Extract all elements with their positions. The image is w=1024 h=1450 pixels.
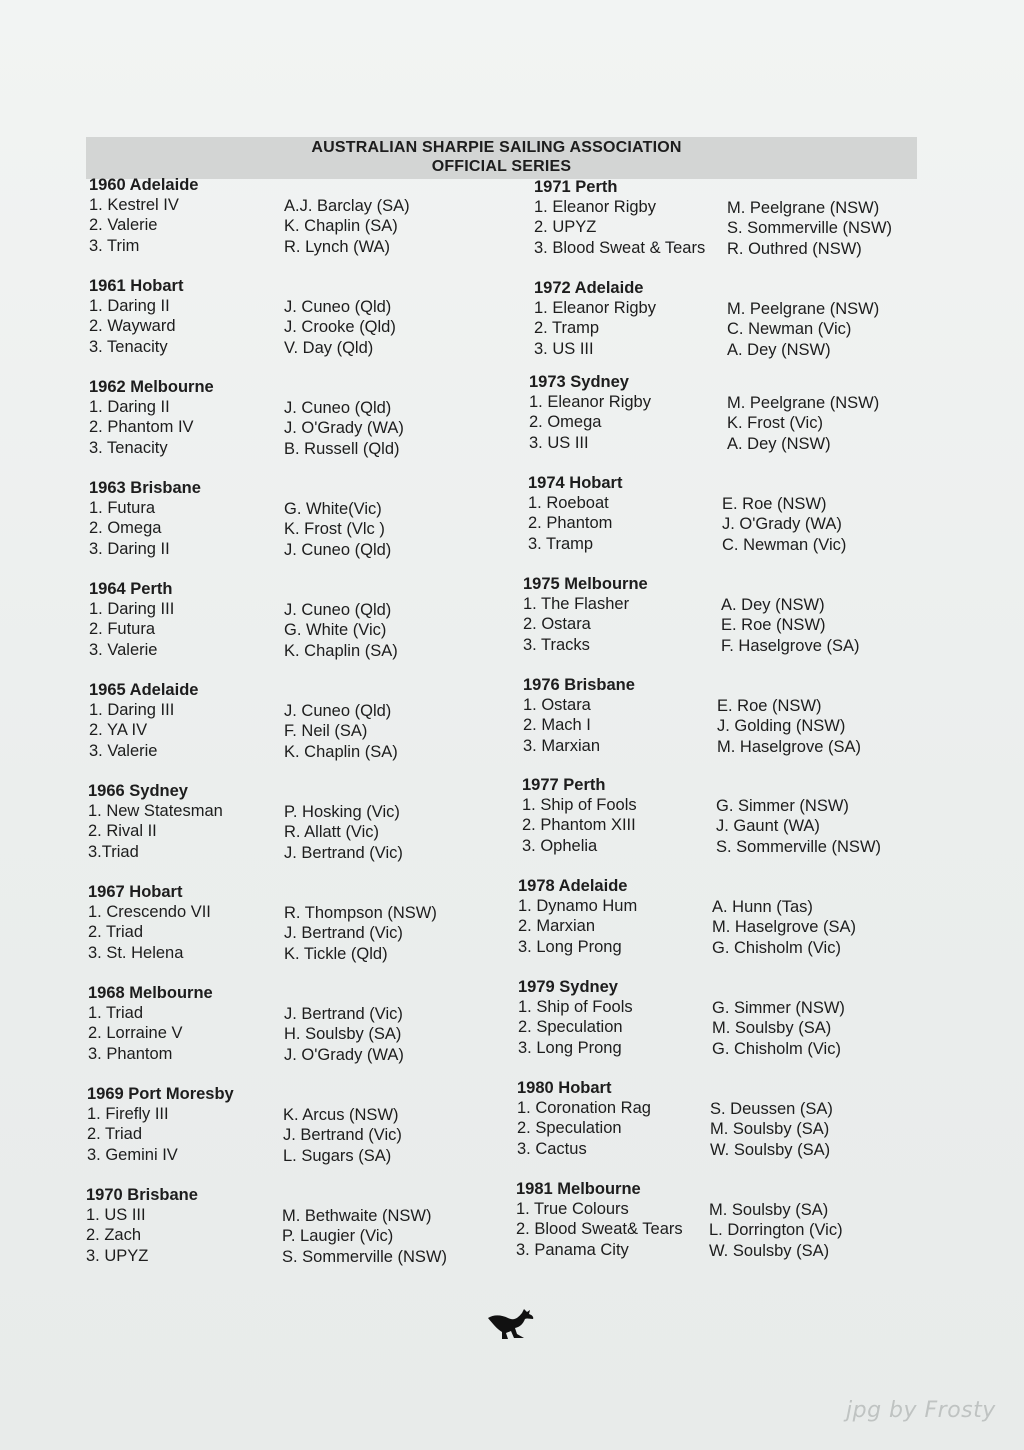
boat-name: 2. Omega (89, 519, 162, 538)
skipper-name: G. Simmer (NSW) (712, 999, 845, 1017)
series-title: 1963 Brisbane (89, 479, 201, 497)
skipper-name: J. Golding (NSW) (717, 717, 846, 736)
skipper-name: S. Sommerville (NSW) (727, 219, 893, 238)
skipper-name: R. Thompson (NSW) (284, 904, 437, 922)
skipper-name: F. Haselgrove (SA) (721, 636, 860, 655)
result-row (516, 1220, 936, 1240)
result-row (88, 1024, 508, 1044)
result-row (87, 1105, 507, 1125)
result-row (89, 742, 509, 762)
boat-name: 3. Panama City (516, 1240, 629, 1259)
result-row (529, 393, 949, 413)
result-row (534, 299, 954, 319)
boat-name: 3. US III (534, 339, 594, 358)
skipper-name: B. Russell (Qld) (284, 439, 400, 458)
boat-name: 1. Crescendo VII (88, 903, 211, 921)
skipper-name: M. Peelgrane (NSW) (727, 300, 880, 318)
result-row (529, 434, 949, 454)
result-row (523, 615, 943, 635)
boat-name: 2. Futura (89, 620, 156, 639)
series-title: 1965 Adelaide (89, 681, 199, 699)
result-row (89, 398, 509, 418)
result-row (89, 439, 509, 459)
boat-name: 3. Gemini IV (87, 1145, 178, 1164)
skipper-name: J. Cuneo (Qld) (284, 601, 392, 619)
skipper-name: R. Allatt (Vic) (284, 823, 380, 842)
result-row (522, 816, 942, 836)
skipper-name: R. Outhred (NSW) (727, 239, 862, 258)
skipper-name: J. O'Grady (WA) (722, 515, 842, 534)
skipper-name: J. Bertrand (Vic) (284, 924, 403, 943)
result-row (523, 737, 943, 757)
result-row (87, 1146, 507, 1166)
result-row (88, 822, 508, 842)
result-row (89, 297, 509, 317)
document-title: AUSTRALIAN SHARPIE SAILING ASSOCIATION (311, 139, 682, 156)
boat-name: 1. Futura (89, 499, 156, 517)
skipper-name: G. White(Vic) (284, 500, 382, 518)
skipper-name: G. Chisholm (Vic) (712, 1039, 841, 1058)
boat-name: 3.Triad (88, 842, 139, 861)
skipper-name: M. Soulsby (SA) (710, 1120, 830, 1139)
boat-name: 2. Wayward (89, 317, 176, 336)
boat-name: 2. Triad (88, 923, 144, 942)
series-title: 1981 Melbourne (516, 1180, 641, 1198)
result-row (89, 216, 509, 236)
boat-name: 3. Phantom (88, 1044, 173, 1063)
result-row (534, 239, 954, 259)
boat-name: 2. Speculation (517, 1119, 622, 1138)
skipper-name: S. Sommerville (NSW) (282, 1247, 448, 1266)
result-row (517, 1119, 937, 1139)
boat-name: 3. Tracks (523, 635, 590, 654)
boat-name: 2. Zach (86, 1226, 142, 1245)
boat-name: 1. New Statesman (88, 802, 223, 820)
boat-name: 2. Ostara (523, 615, 591, 634)
result-row (518, 938, 938, 958)
result-row (89, 641, 509, 661)
series-title: 1961 Hobart (89, 277, 184, 295)
boat-name: 2. Speculation (518, 1018, 623, 1037)
result-row (518, 1018, 938, 1038)
skipper-name: A. Dey (NSW) (721, 596, 825, 614)
skipper-name: M. Haselgrove (SA) (717, 737, 861, 756)
boat-name: 2. Phantom (528, 514, 613, 533)
skipper-name: H. Soulsby (SA) (284, 1025, 402, 1044)
result-row (87, 1125, 507, 1145)
result-row (88, 1045, 508, 1065)
series-title: 1968 Melbourne (88, 984, 213, 1002)
result-row (534, 198, 954, 218)
boat-name: 2. Tramp (534, 319, 600, 338)
skipper-name: V. Day (Qld) (284, 338, 374, 357)
result-row (518, 1039, 938, 1059)
result-row (89, 418, 509, 438)
result-row (528, 535, 948, 555)
skipper-name: E. Roe (NSW) (722, 495, 827, 513)
result-row (89, 499, 509, 519)
boat-name: 1. Ship of Fools (518, 998, 633, 1016)
result-row (534, 218, 954, 238)
result-row (89, 317, 509, 337)
result-row (523, 716, 943, 736)
skipper-name: E. Roe (NSW) (721, 616, 826, 635)
skipper-name: J. Cuneo (Qld) (284, 399, 392, 417)
boat-name: 2. Phantom XIII (522, 816, 636, 835)
boat-name: 1. Triad (88, 1004, 144, 1022)
skipper-name: S. Deussen (SA) (710, 1100, 833, 1118)
boat-name: 3. Long Prong (518, 937, 622, 956)
boat-name: 2. Mach I (523, 716, 591, 735)
result-row (529, 413, 949, 433)
result-row (516, 1200, 936, 1220)
skipper-name: K. Chaplin (SA) (284, 742, 398, 761)
series-title: 1980 Hobart (517, 1079, 612, 1097)
result-row (523, 696, 943, 716)
series-title: 1979 Sydney (518, 978, 618, 996)
skipper-name: K. Frost (Vic) (727, 414, 823, 433)
skipper-name: J. O'Grady (WA) (284, 1045, 404, 1064)
series-title: 1962 Melbourne (89, 378, 214, 396)
result-row (89, 519, 509, 539)
series-title: 1969 Port Moresby (87, 1085, 234, 1103)
boat-name: 3. US III (529, 433, 589, 452)
skipper-name: G. White (Vic) (284, 621, 387, 640)
boat-name: 2. Marxian (518, 917, 596, 936)
skipper-name: J. Gaunt (WA) (716, 817, 820, 836)
series-title: 1967 Hobart (88, 883, 183, 901)
result-row (534, 340, 954, 360)
series-title: 1978 Adelaide (518, 877, 628, 895)
skipper-name: A. Dey (NSW) (727, 340, 831, 359)
result-row (523, 595, 943, 615)
skipper-name: C. Newman (Vic) (727, 320, 852, 339)
result-row (88, 843, 508, 863)
skipper-name: G. Simmer (NSW) (716, 797, 849, 815)
skipper-name: K. Arcus (NSW) (283, 1106, 399, 1124)
result-row (89, 721, 509, 741)
boat-name: 2. Blood Sweat& Tears (516, 1220, 683, 1239)
skipper-name: J. Bertrand (Vic) (283, 1126, 402, 1145)
boat-name: 3. Tramp (528, 534, 594, 553)
boat-name: 3. Valerie (89, 741, 158, 760)
skipper-name: M. Haselgrove (SA) (712, 918, 856, 937)
boat-name: 3. St. Helena (88, 943, 184, 962)
series-title: 1960 Adelaide (89, 176, 199, 194)
boat-name: 1. US III (86, 1206, 146, 1224)
skipper-name: M. Peelgrane (NSW) (727, 199, 880, 217)
skipper-name: W. Soulsby (SA) (710, 1140, 831, 1159)
boat-name: 3. Ophelia (522, 836, 598, 855)
boat-name: 1. The Flasher (523, 595, 630, 613)
series-title: 1970 Brisbane (86, 1186, 198, 1204)
result-row (88, 944, 508, 964)
result-row (88, 802, 508, 822)
boat-name: 2. YA IV (89, 721, 148, 740)
skipper-name: M. Soulsby (SA) (712, 1019, 832, 1038)
boat-name: 2. Rival II (88, 822, 157, 841)
boat-name: 2. Lorraine V (88, 1024, 183, 1043)
skipper-name: J. O'Grady (WA) (284, 419, 404, 438)
series-title: 1966 Sydney (88, 782, 188, 800)
series-title: 1977 Perth (522, 776, 606, 794)
skipper-name: J. Cuneo (Qld) (284, 540, 392, 559)
boat-name: 3. Blood Sweat & Tears (534, 238, 706, 257)
boat-name: 1. Dynamo Hum (518, 897, 638, 915)
skipper-name: K. Chaplin (SA) (284, 217, 398, 236)
boat-name: 3. Tenacity (89, 337, 168, 356)
skipper-name: P. Laugier (Vic) (282, 1227, 394, 1246)
series-title: 1975 Melbourne (523, 575, 648, 593)
skipper-name: M. Bethwaite (NSW) (282, 1207, 432, 1225)
boat-name: 1. Eleanor Rigby (534, 299, 656, 317)
skipper-name: C. Newman (Vic) (722, 535, 847, 554)
skipper-name: P. Hosking (Vic) (284, 803, 400, 821)
skipper-name: R. Lynch (WA) (284, 237, 391, 256)
skipper-name: J. Cuneo (Qld) (284, 702, 392, 720)
boat-name: 2. Valerie (89, 216, 158, 235)
skipper-name: K. Tickle (Qld) (284, 944, 388, 963)
result-row (523, 636, 943, 656)
skipper-name: J. Bertrand (Vic) (284, 1005, 403, 1023)
skipper-name: J. Crooke (Qld) (284, 318, 396, 337)
boat-name: 1. Eleanor Rigby (529, 393, 651, 411)
series-title: 1964 Perth (89, 580, 173, 598)
boat-name: 3. Trim (89, 236, 140, 255)
skipper-name: K. Frost (Vlc ) (284, 520, 385, 539)
boat-name: 1. Roeboat (528, 494, 609, 512)
series-title: 1971 Perth (534, 178, 618, 196)
boat-name: 1. Ship of Fools (522, 796, 637, 814)
boat-name: 1. Daring III (89, 600, 175, 618)
skipper-name: F. Neil (SA) (284, 722, 368, 741)
boat-name: 1. Daring II (89, 398, 170, 416)
skipper-name: L. Sugars (SA) (283, 1146, 392, 1165)
result-row (89, 620, 509, 640)
boat-name: 3. Marxian (523, 736, 601, 755)
result-row (89, 701, 509, 721)
result-row (86, 1206, 506, 1226)
boat-name: 1. Ostara (523, 696, 591, 714)
skipper-name: J. Bertrand (Vic) (284, 843, 403, 862)
result-row (517, 1099, 937, 1119)
document-subtitle: OFFICIAL SERIES (431, 158, 572, 175)
result-row (88, 923, 508, 943)
result-row (89, 196, 509, 216)
boat-name: 1. Coronation Rag (517, 1099, 651, 1117)
skipper-name: K. Chaplin (SA) (284, 641, 398, 660)
skipper-name: J. Cuneo (Qld) (284, 298, 392, 316)
result-row (86, 1226, 506, 1246)
boat-name: 3. Tenacity (89, 438, 168, 457)
kangaroo-icon (484, 1304, 540, 1342)
result-row (522, 837, 942, 857)
result-row (528, 514, 948, 534)
boat-name: 2. Phantom IV (89, 418, 194, 437)
boat-name: 1. Kestrel IV (89, 196, 179, 214)
result-row (518, 917, 938, 937)
result-row (88, 1004, 508, 1024)
boat-name: 2. Omega (529, 413, 602, 432)
boat-name: 3. Valerie (89, 640, 158, 659)
result-row (89, 237, 509, 257)
skipper-name: L. Dorrington (Vic) (709, 1221, 843, 1240)
boat-name: 3. Long Prong (518, 1038, 622, 1057)
series-title: 1972 Adelaide (534, 279, 644, 297)
result-row (518, 897, 938, 917)
result-row (89, 600, 509, 620)
result-row (86, 1247, 506, 1267)
skipper-name: S. Sommerville (NSW) (716, 837, 882, 856)
skipper-name: M. Soulsby (SA) (709, 1201, 829, 1219)
result-row (517, 1140, 937, 1160)
skipper-name: E. Roe (NSW) (717, 697, 822, 715)
boat-name: 3. UPYZ (86, 1246, 149, 1265)
skipper-name: A. Hunn (Tas) (712, 898, 813, 916)
result-row (518, 998, 938, 1018)
watermark-text: jpg by Frosty (846, 1398, 996, 1423)
boat-name: 2. UPYZ (534, 218, 597, 237)
series-title: 1976 Brisbane (523, 676, 635, 694)
boat-name: 3. Daring II (89, 539, 170, 558)
result-row (516, 1241, 936, 1261)
result-row (89, 540, 509, 560)
series-title: 1973 Sydney (529, 373, 629, 391)
series-title: 1974 Hobart (528, 474, 623, 492)
result-row (534, 319, 954, 339)
result-row (89, 338, 509, 358)
boat-name: 1. Eleanor Rigby (534, 198, 656, 216)
boat-name: 1. Firefly III (87, 1105, 169, 1123)
skipper-name: A. Dey (NSW) (727, 434, 831, 453)
boat-name: 3. Cactus (517, 1139, 587, 1158)
skipper-name: G. Chisholm (Vic) (712, 938, 841, 957)
result-row (528, 494, 948, 514)
boat-name: 1. Daring II (89, 297, 170, 315)
boat-name: 1. True Colours (516, 1200, 629, 1218)
skipper-name: W. Soulsby (SA) (709, 1241, 830, 1260)
result-row (522, 796, 942, 816)
skipper-name: A.J. Barclay (SA) (284, 197, 410, 215)
result-row (88, 903, 508, 923)
skipper-name: M. Peelgrane (NSW) (727, 394, 880, 412)
boat-name: 1. Daring III (89, 701, 175, 719)
boat-name: 2. Triad (87, 1125, 143, 1144)
